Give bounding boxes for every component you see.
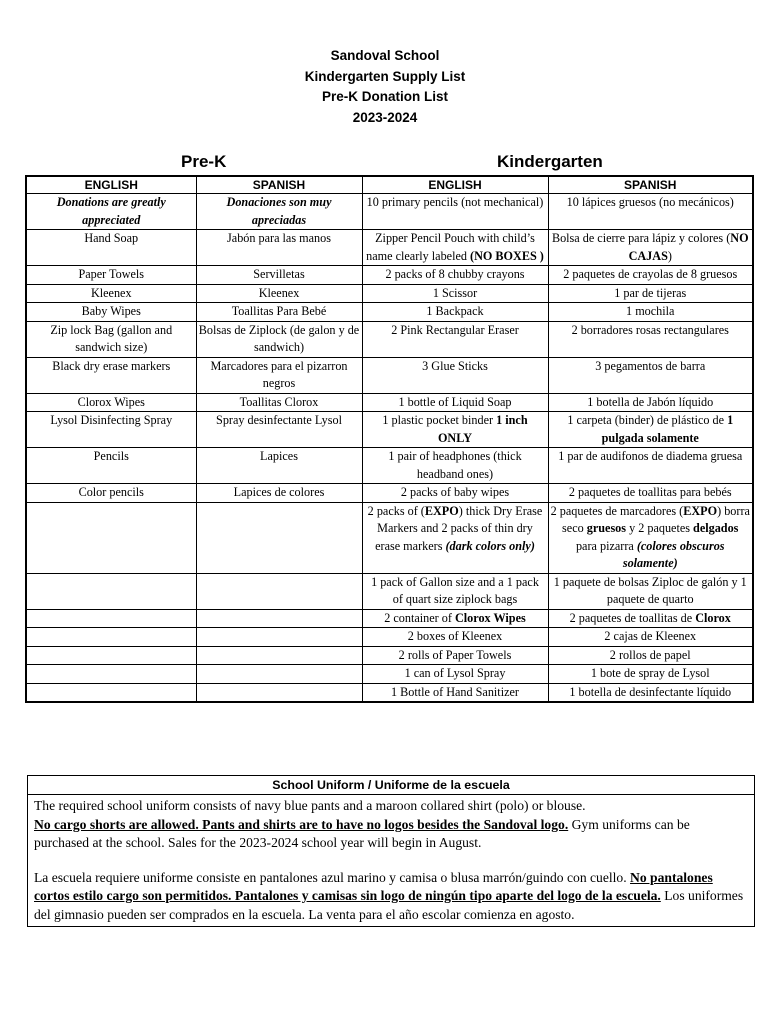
table-cell [196,646,362,665]
table-cell [362,609,548,628]
uniform-title: School Uniform / Uniforme de la escuela [28,776,754,795]
table-cell [196,683,362,702]
table-row [26,303,753,322]
table-cell: Toallitas Clorox [196,393,362,412]
table-cell: 1 pack of Gallon size and a 1 pack of quart size ziplock bags [362,573,548,609]
table-cell: 1 mochila [548,303,753,322]
cell-bold-italic-text: (colores obscuros solamente) [622,538,725,570]
uniform-paragraph-english-1: The required school uniform consists of navy blue pants and a maroon collared shirt (polo) or blouse. [34,798,586,813]
school-year: 2023-2024 [352,109,418,125]
table-cell: 2 cajas de Kleenex [548,628,753,647]
cell-text: 1 carpeta (binder) de plástico de [567,413,728,427]
table-cell: Paper Towels [26,266,196,285]
table-cell [196,665,362,684]
table-cell: Clorox Wipes [26,393,196,412]
table-cell [196,628,362,647]
table-header-row [26,176,753,194]
cell-text: ) thick Dry Erase Markers and 2 packs of thin dry erase markers [375,503,543,553]
table-cell: Zip lock Bag (gallon and sandwich size) [26,321,196,357]
cell-text: 2 container of [384,610,455,625]
table-cell: 2 packs of 8 chubby crayons [362,266,548,285]
table-cell [362,412,548,448]
table-row [26,609,753,628]
cell-bold-text: EXPO [683,503,718,518]
cell-bold-text: 1 pulgada solamente [601,413,734,445]
cell-text: para pizarra [575,538,637,553]
column-header-k-spanish: SPANISH [548,176,753,194]
table-cell: 1 Backpack [362,303,548,322]
table-cell: 2 paquetes de crayolas de 8 gruesos [548,266,753,285]
table-cell: 1 paquete de bolsas Ziploc de galón y 1 paquete de quarto [548,573,753,609]
cell-bold-text: EXPO [424,503,459,518]
table-cell: Baby Wipes [26,303,196,322]
table-cell: Pencils [26,448,196,484]
table-row [26,502,753,573]
table-cell [548,230,753,266]
table-cell: 1 Bottle of Hand Sanitizer [362,683,548,702]
table-cell: 2 borradores rosas rectangulares [548,321,753,357]
table-cell [196,609,362,628]
table-cell: 2 boxes of Kleenex [362,628,548,647]
table-cell: 2 Pink Rectangular Eraser [362,321,548,357]
table-cell: 10 primary pencils (not mechanical) [362,194,548,230]
cell-text: ) [667,248,672,263]
table-cell [362,502,548,573]
table-cell [26,502,196,573]
table-cell: Donaciones son muy apreciadas [196,194,362,230]
table-cell: 1 par de tijeras [548,284,753,303]
cell-bold-text: Clorox [695,610,731,625]
column-header-k-english: ENGLISH [362,176,548,194]
table-cell: Kleenex [26,284,196,303]
cell-text: Bolsa de cierre para lápiz y colores ( [551,231,731,245]
table-cell: 1 bote de spray de Lysol [548,665,753,684]
uniform-body [28,795,754,926]
table-row [26,484,753,503]
cell-text: 2 packs of ( [367,503,425,518]
uniform-box [27,775,755,927]
donation-list-title: Pre-K Donation List [321,89,448,104]
table-cell: 1 par de audifonos de diadema gruesa [548,448,753,484]
cell-bold-text: delgados [693,521,739,535]
table-cell: Jabón para las manos [196,230,362,266]
cell-bold-italic-text: (dark colors only) [445,538,535,553]
table-cell: Donations are greatly appreciated [26,194,196,230]
table-row [26,393,753,412]
uniform-rule-spanish: No pantalones cortos estilo cargo son permitidos. Pantalones y camisas sin logo de ningún tipo aparte del logo de la escuela. [34,869,713,903]
table-cell: 2 packs of baby wipes [362,484,548,503]
table-cell: Bolsas de Ziplock (de galon y de sandwich) [196,321,362,357]
table-cell: Lapices [196,448,362,484]
cell-text: y 2 paquetes [626,521,694,535]
cell-bold-text: gruesos [586,521,627,535]
cell-bold-text: Clorox Wipes [454,610,526,625]
table-cell [548,502,753,573]
table-cell: Toallitas Para Bebé [196,303,362,322]
table-cell: 10 lápices gruesos (no mecánicos) [548,194,753,230]
table-cell: Lapices de colores [196,484,362,503]
table-row [26,412,753,448]
table-row [26,573,753,609]
section-kindergarten-heading: Kindergarten [497,152,603,171]
cell-text: 1 plastic pocket binder [382,413,497,427]
table-cell [26,573,196,609]
table-cell: Lysol Disinfecting Spray [26,412,196,448]
table-cell [26,646,196,665]
table-cell [548,609,753,628]
table-cell: 2 paquetes de toallitas para bebés [548,484,753,503]
uniform-text: Los uniformes del gimnasio pueden ser comprados en la escuela. La venta para el año escolar comienza en agosto. [34,888,744,922]
table-cell: Marcadores para el pizarron negros [196,357,362,393]
uniform-text: Gym uniforms can be purchased at the school. Sales for the 2023-2024 school year will begin in August. [34,816,690,850]
table-row [26,284,753,303]
table-cell: 2 rolls of Paper Towels [362,646,548,665]
table-cell: 1 botella de Jabón líquido [548,393,753,412]
table-row [26,266,753,285]
table-cell: Servilletas [196,266,362,285]
table-cell [196,502,362,573]
table-cell [26,628,196,647]
table-cell: Color pencils [26,484,196,503]
uniform-paragraph-spanish [34,869,748,925]
table-cell [26,665,196,684]
uniform-rule-english: No cargo shorts are allowed. Pants and shirts are to have no logos besides the Sandoval logo. [34,816,569,832]
table-cell [26,683,196,702]
table-cell: Black dry erase markers [26,357,196,393]
table-row [26,683,753,702]
cell-text: ) borra seco [562,503,750,535]
table-row [26,665,753,684]
table-cell: 1 Scissor [362,284,548,303]
table-row [26,628,753,647]
document-header [0,46,770,128]
cell-bold-text: (NO BOXES ) [470,248,544,263]
table-cell: 1 pair of headphones (thick headband ones) [362,448,548,484]
table-cell [26,609,196,628]
column-header-prek-spanish: SPANISH [196,176,362,194]
table-cell: Hand Soap [26,230,196,266]
cell-bold-text: 1 inch ONLY [437,413,528,445]
table-row [26,230,753,266]
table-row [26,357,753,393]
table-row [26,448,753,484]
supply-list-title: Kindergarten Supply List [304,68,466,84]
table-cell: 3 pegamentos de barra [548,357,753,393]
cell-text: 2 paquetes de marcadores ( [550,503,684,518]
section-prek-heading: Pre-K [181,152,227,171]
table-row [26,321,753,357]
table-cell: 1 can of Lysol Spray [362,665,548,684]
table-cell: 1 botella de desinfectante líquido [548,683,753,702]
cell-text: Zipper Pencil Pouch with child’s name clearly labeled [366,231,535,263]
cell-text: 2 paquetes de toallitas de [569,610,696,625]
table-cell: 3 Glue Sticks [362,357,548,393]
supply-table [25,175,754,703]
table-cell: Kleenex [196,284,362,303]
table-cell [548,412,753,448]
table-cell [196,573,362,609]
uniform-paragraph-english-2 [34,816,748,853]
table-cell: Spray desinfectante Lysol [196,412,362,448]
school-name: Sandoval School [330,48,440,63]
column-header-prek-english: ENGLISH [26,176,196,194]
table-cell [362,230,548,266]
table-row [26,646,753,665]
table-cell: 2 rollos de papel [548,646,753,665]
table-row [26,194,753,230]
uniform-text: La escuela requiere uniforme consiste en pantalones azul marino y camisa o blusa marrón/guindo con cuello. [34,869,631,885]
cell-bold-text: NO CAJAS [628,231,749,263]
table-cell: 1 bottle of Liquid Soap [362,393,548,412]
